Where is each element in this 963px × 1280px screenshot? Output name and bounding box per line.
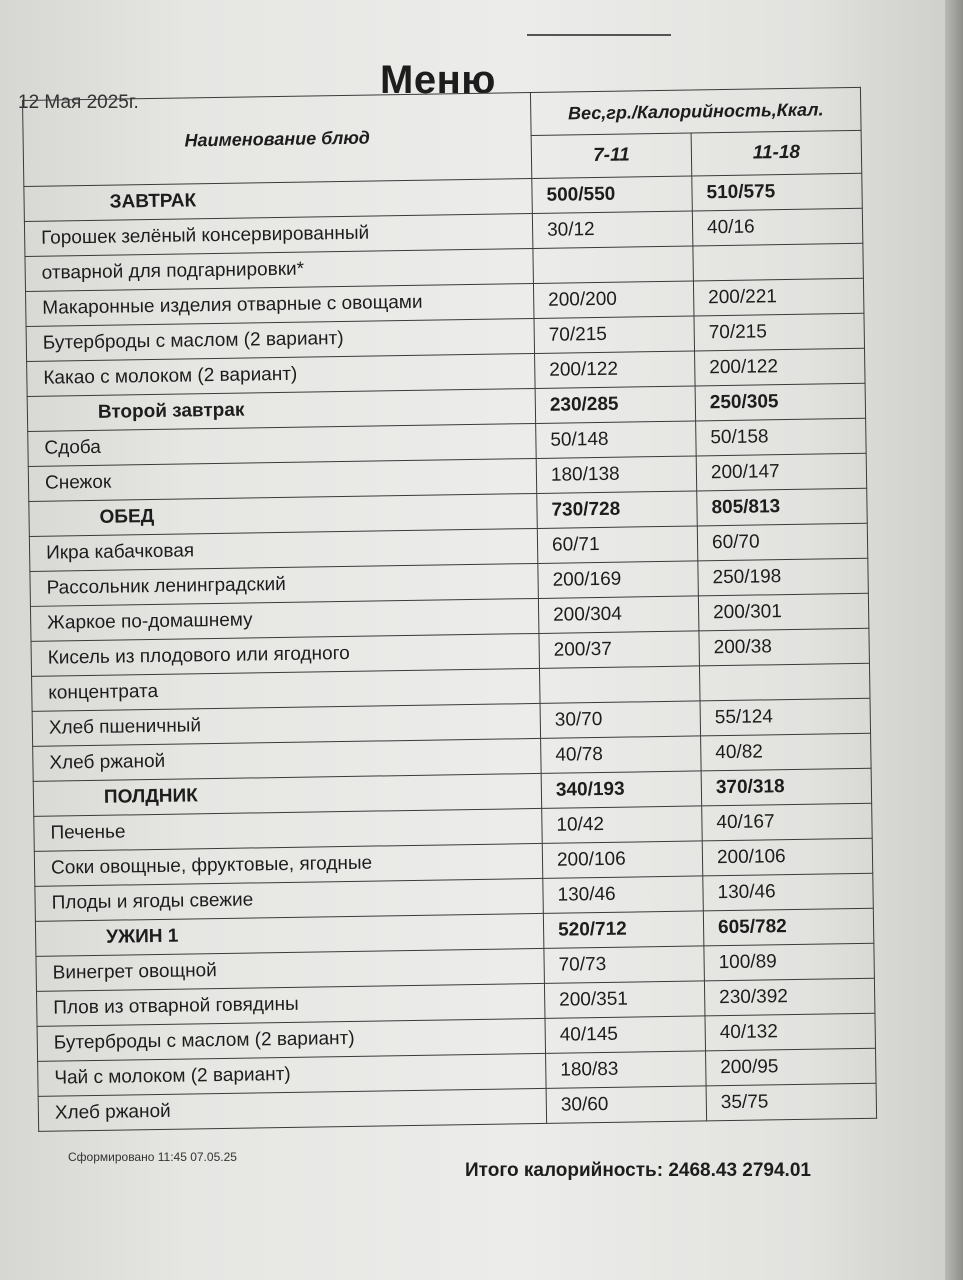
value-7-11: 70/73 <box>544 946 705 984</box>
value-7-11: 130/46 <box>543 876 704 914</box>
dish-name: Хлеб пшеничный <box>32 703 540 746</box>
value-11-18: 35/75 <box>706 1083 877 1121</box>
value-7-11: 60/71 <box>537 526 698 564</box>
dish-name: Соки овощные, фруктовые, ягодные <box>34 843 542 886</box>
value-11-18: 50/158 <box>696 418 867 456</box>
value-7-11: 520/712 <box>543 911 704 949</box>
dish-name: отварной для подгарнировки* <box>25 248 533 291</box>
value-7-11: 40/145 <box>545 1016 706 1054</box>
value-11-18: 100/89 <box>704 943 875 981</box>
value-7-11: 730/728 <box>537 491 698 529</box>
meal-section-name: ПОЛДНИК <box>33 773 541 816</box>
dish-name: Сдоба <box>28 423 536 466</box>
value-7-11: 30/12 <box>532 211 693 249</box>
dish-name: Горошек зелёный консервированный <box>24 213 532 256</box>
dish-name: концентрата <box>32 668 540 711</box>
age-group-11-18: 11-18 <box>691 130 862 176</box>
value-7-11: 200/200 <box>533 281 694 319</box>
value-7-11: 340/193 <box>541 771 702 809</box>
value-11-18: 70/215 <box>694 313 865 351</box>
value-11-18: 510/575 <box>692 173 863 211</box>
menu-table <box>22 87 877 1132</box>
value-7-11 <box>539 666 700 704</box>
value-11-18: 805/813 <box>697 488 868 526</box>
value-11-18: 200/122 <box>695 348 866 386</box>
value-11-18: 60/70 <box>697 523 868 561</box>
value-7-11: 50/148 <box>536 421 697 459</box>
meal-section-name: ЗАВТРАК <box>24 179 532 222</box>
header-dish-name: Наименование блюд <box>23 93 532 187</box>
meal-section-name: УЖИН 1 <box>35 913 543 956</box>
value-7-11: 200/37 <box>539 631 700 669</box>
value-11-18: 40/82 <box>701 733 872 771</box>
value-11-18: 250/198 <box>698 558 869 596</box>
value-7-11: 230/285 <box>535 386 696 424</box>
value-11-18: 200/95 <box>706 1048 877 1086</box>
dish-name: Чай с молоком (2 вариант) <box>38 1053 546 1096</box>
total-calories <box>465 1160 811 1182</box>
value-11-18: 130/46 <box>703 873 874 911</box>
total-values: 2468.43 2794.01 <box>668 1160 811 1181</box>
value-7-11: 200/304 <box>538 596 699 634</box>
menu-date: 12 Мая 2025г. <box>18 92 139 113</box>
dish-name: Печенье <box>34 808 542 851</box>
value-7-11: 180/83 <box>546 1051 707 1089</box>
value-11-18: 40/16 <box>692 208 863 246</box>
dish-name: Винегрет овощной <box>36 948 544 991</box>
value-7-11: 200/351 <box>544 981 705 1019</box>
dish-name: Рассольник ленинградский <box>30 563 538 606</box>
value-11-18: 200/106 <box>702 838 873 876</box>
value-11-18: 200/221 <box>693 278 864 316</box>
dish-name: Жаркое по-домашнему <box>30 598 538 641</box>
value-7-11: 30/60 <box>546 1086 707 1124</box>
dish-name: Какао с молоком (2 вариант) <box>27 353 535 396</box>
value-7-11: 500/550 <box>532 176 693 214</box>
dish-name: Бутерброды с маслом (2 вариант) <box>37 1018 545 1061</box>
dish-name: Плов из отварной говядины <box>37 983 545 1026</box>
meal-section-name: Второй завтрак <box>27 388 535 431</box>
dish-name: Плоды и ягоды свежие <box>35 878 543 921</box>
value-11-18: 200/38 <box>699 628 870 666</box>
menu-sheet <box>22 87 877 1132</box>
value-7-11: 200/122 <box>535 351 696 389</box>
value-7-11: 180/138 <box>536 456 697 494</box>
dish-name: Хлеб ржаной <box>38 1088 546 1131</box>
value-7-11: 70/215 <box>534 316 695 354</box>
value-7-11 <box>533 246 694 284</box>
value-7-11: 200/169 <box>538 561 699 599</box>
generated-stamp: Сформировано 11:45 07.05.25 <box>68 1150 237 1164</box>
value-11-18: 370/318 <box>701 768 872 806</box>
value-7-11: 40/78 <box>541 736 702 774</box>
dish-name: Хлеб ржаной <box>33 738 541 781</box>
value-11-18: 230/392 <box>704 978 875 1016</box>
paper-edge <box>945 0 963 1280</box>
value-11-18: 250/305 <box>695 383 866 421</box>
page-title: Меню <box>380 58 496 102</box>
age-group-7-11: 7-11 <box>531 133 692 179</box>
value-11-18 <box>693 243 864 281</box>
dish-name: Кисель из плодового или ягодного <box>31 633 539 676</box>
value-7-11: 10/42 <box>542 806 703 844</box>
value-11-18: 40/132 <box>705 1013 876 1051</box>
value-11-18 <box>699 663 870 701</box>
dish-name: Снежок <box>28 458 536 501</box>
dish-name: Икра кабачковая <box>29 528 537 571</box>
total-label: Итого калорийность: <box>465 1160 664 1181</box>
meal-section-name: ОБЕД <box>29 493 537 536</box>
top-rule <box>527 34 671 36</box>
dish-name: Макаронные изделия отварные с овощами <box>26 283 534 326</box>
header-weight-calories: Вес,гр./Калорийность,Ккал. <box>530 87 861 135</box>
value-11-18: 200/301 <box>698 593 869 631</box>
value-11-18: 200/147 <box>696 453 867 491</box>
value-11-18: 605/782 <box>703 908 874 946</box>
value-7-11: 200/106 <box>542 841 703 879</box>
value-7-11: 30/70 <box>540 701 701 739</box>
value-11-18: 55/124 <box>700 698 871 736</box>
value-11-18: 40/167 <box>702 803 873 841</box>
dish-name: Бутерброды с маслом (2 вариант) <box>26 318 534 361</box>
